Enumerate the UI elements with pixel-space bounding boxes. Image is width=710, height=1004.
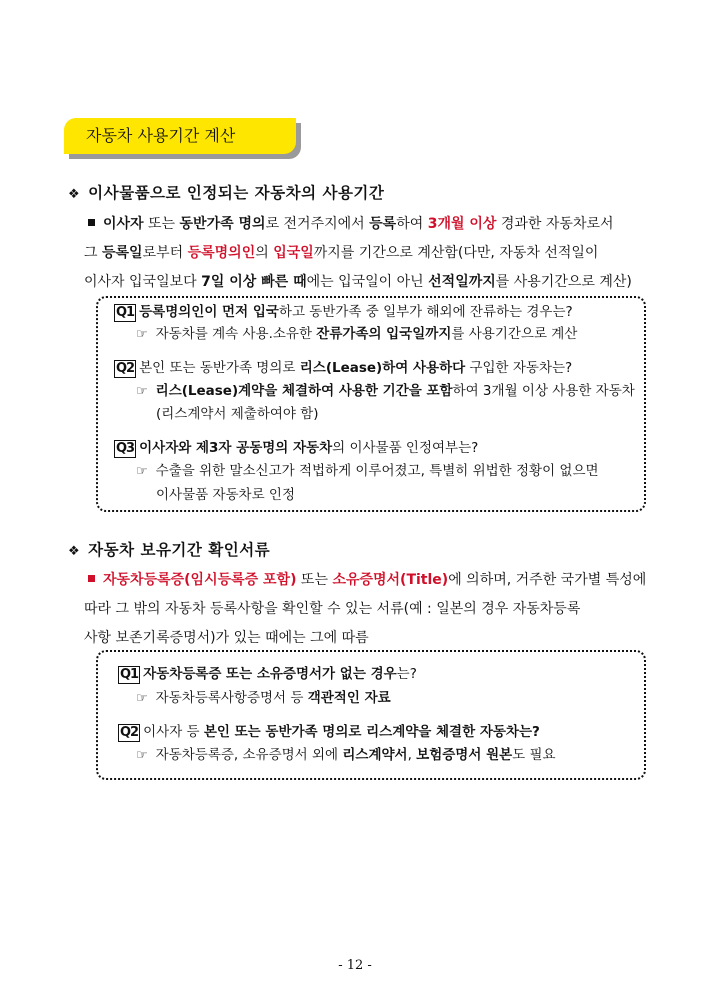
banner-title: 자동차 사용기간 계산 — [86, 126, 236, 145]
q2-tag: Q2 — [116, 361, 135, 376]
section1-paragraph — [84, 210, 648, 297]
s1-a2: ☞ 리스(Lease)계약을 체결하여 사용한 기간을 포함하여 3개월 이상 사용한 자동차 — [136, 383, 635, 399]
s2-q1: Q1 자동차등록증 또는 소유증명서가 없는 경우는? — [120, 666, 417, 682]
section2-paragraph — [84, 566, 648, 653]
s1-q3: Q3 이사자와 제3자 공동명의 자동차의 이사물품 인정여부는? — [116, 440, 479, 456]
square-bullet-icon — [88, 219, 95, 226]
s2-a1: ☞ 자동차등록사항증명서 등 객관적인 자료 — [136, 690, 391, 706]
s2-q2: Q2 이사자 등 본인 또는 동반가족 명의로 리스계약을 체결한 자동차는? — [120, 724, 540, 740]
q1-tag: Q1 — [116, 305, 135, 320]
pointing-hand-icon: ☞ — [136, 464, 148, 479]
para1-line3: 이사자 입국일보다 7일 이상 빠른 때에는 입국일이 아닌 선적일까지를 사용기간으로 계산) — [84, 274, 632, 290]
s1-q2: Q2 본인 또는 동반가족 명의로 리스(Lease)하여 사용하다 구입한 자동차는? — [116, 360, 573, 376]
page-number: - 12 - — [338, 958, 372, 973]
para2-line2: 따라 그 밖의 자동차 등록사항을 확인할 수 있는 서류(예 : 일본의 경우 자동차등록 — [84, 601, 581, 617]
para1-line2: 그 등록일로부터 등록명의인의 입국일까지를 기간으로 계산함(다만, 자동차 선적일이 — [84, 245, 599, 261]
q2-tag: Q2 — [120, 725, 139, 740]
q1-tag: Q1 — [120, 667, 139, 682]
section2-heading — [68, 538, 270, 560]
s1-a3-line2: 이사물품 자동차로 인정 — [156, 487, 295, 503]
diamond-bullet-icon: ❖ — [68, 187, 81, 202]
para1-line1: 이사자 또는 동반가족 명의로 전거주지에서 등록하여 3개월 이상 경과한 자동차로서 — [88, 210, 648, 239]
section-banner — [64, 118, 296, 154]
s1-q1: Q1 등록명의인이 먼저 입국하고 동반가족 중 일부가 해외에 잔류하는 경우는? — [116, 304, 573, 320]
square-bullet-icon — [88, 575, 95, 582]
pointing-hand-icon: ☞ — [136, 748, 148, 763]
section1-heading — [68, 181, 384, 203]
diamond-bullet-icon: ❖ — [68, 544, 81, 559]
s2-a2: ☞ 자동차등록증, 소유증명서 외에 리스계약서, 보험증명서 원본도 필요 — [136, 747, 556, 763]
para2-line3: 사항 보존기록증명서)가 있는 때에는 그에 따름 — [84, 630, 369, 646]
para2-line1: 자동차등록증(임시등록증 포함) 또는 소유증명서(Title)에 의하며, 거주한 국가별 특성에 — [88, 566, 648, 595]
s1-a3: ☞ 수출을 위한 말소신고가 적법하게 이루어졌고, 특별히 위법한 정황이 없으면 — [136, 463, 599, 479]
s1-a1: ☞ 자동차를 계속 사용.소유한 잔류가족의 입국일까지를 사용기간으로 계산 — [136, 326, 578, 342]
q3-tag: Q3 — [116, 441, 135, 456]
s1-a2-note: (리스계약서 제출하여야 함) — [156, 406, 319, 422]
pointing-hand-icon: ☞ — [136, 384, 148, 399]
pointing-hand-icon: ☞ — [136, 327, 148, 342]
section1-heading-text: 이사물품으로 인정되는 자동차의 사용기간 — [88, 184, 385, 202]
section2-heading-text: 자동차 보유기간 확인서류 — [88, 541, 271, 559]
pointing-hand-icon: ☞ — [136, 691, 148, 706]
